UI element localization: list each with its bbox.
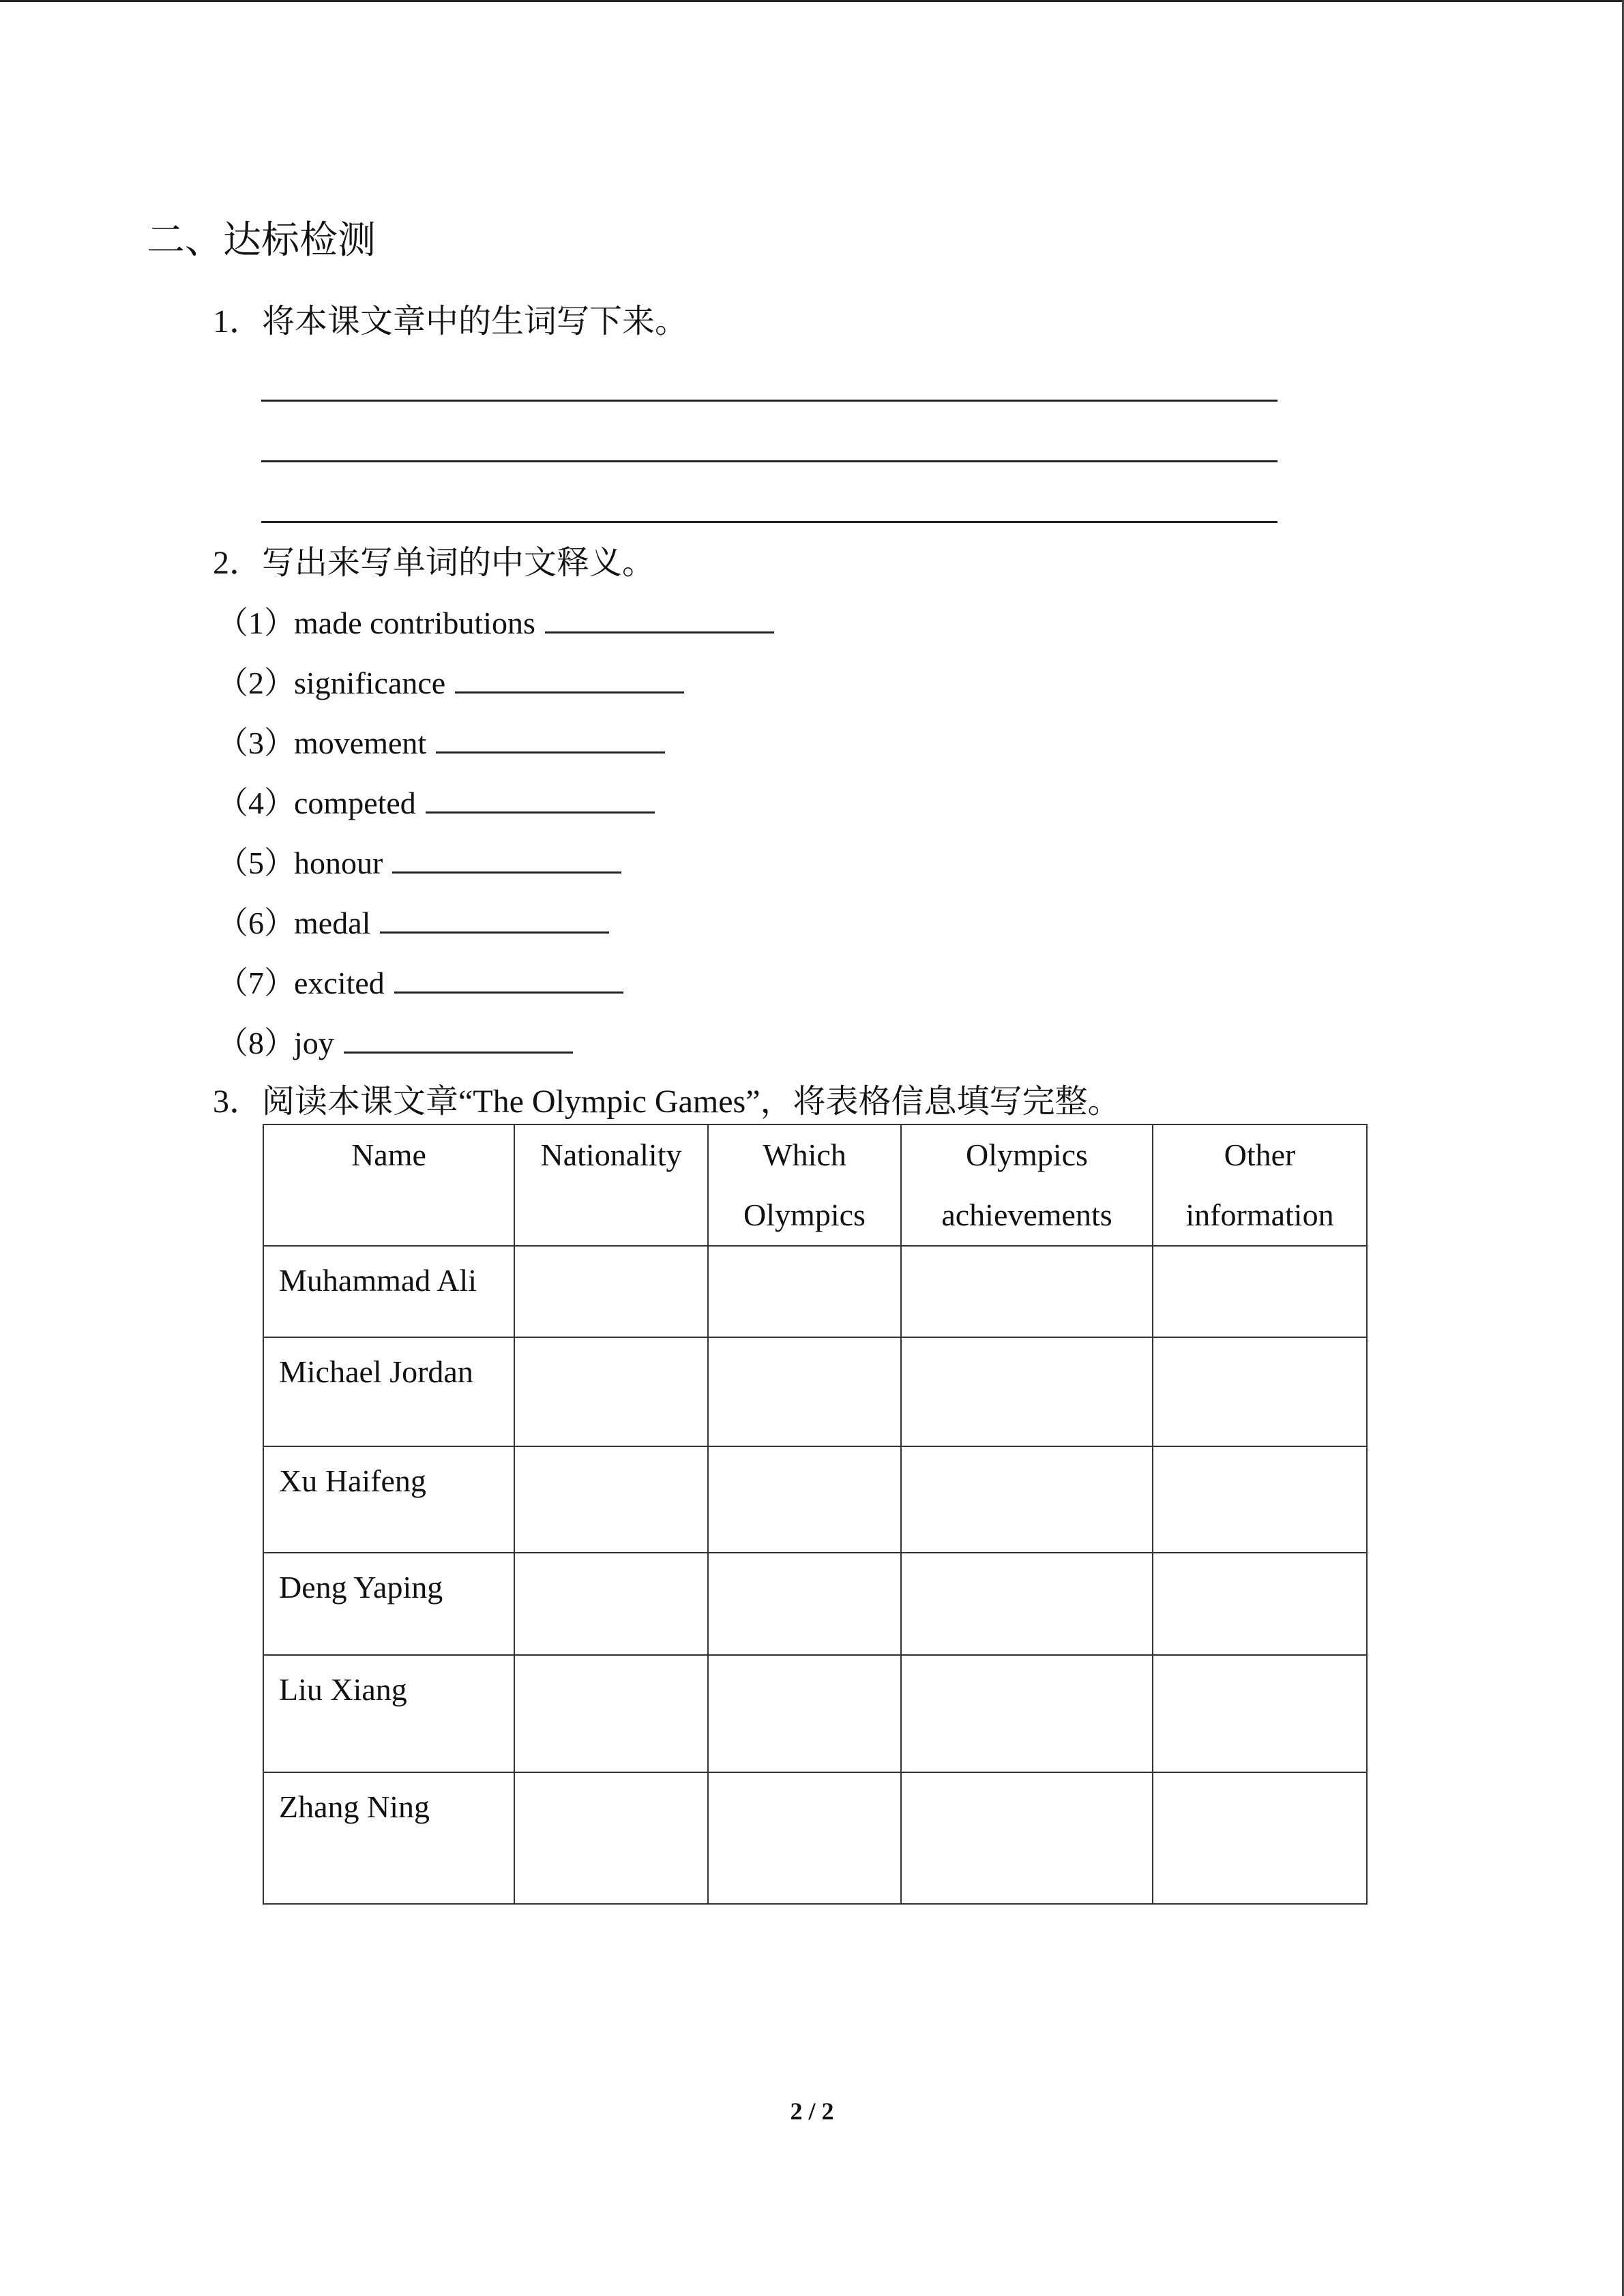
achievements-cell[interactable] (901, 1246, 1153, 1337)
vocab-blank[interactable] (426, 783, 655, 814)
other-info-cell[interactable] (1153, 1772, 1367, 1904)
section-title: 二、达标检测 (147, 220, 376, 262)
table-header-row (263, 1124, 1367, 1246)
nationality-cell[interactable] (514, 1337, 708, 1446)
achievements-cell[interactable] (901, 1655, 1153, 1772)
vocab-item (217, 603, 774, 644)
other-info-cell[interactable] (1153, 1553, 1367, 1655)
table-row (263, 1772, 1367, 1904)
nationality-cell[interactable] (514, 1553, 708, 1655)
question-3: 3．阅读本课文章“The Olympic Games”，将表格信息填写完整。 (213, 1084, 1121, 1120)
nationality-cell[interactable] (514, 1655, 708, 1772)
table-row (263, 1655, 1367, 1772)
vocab-word: medal (294, 906, 371, 940)
page-top-border (0, 0, 1624, 2)
vocab-number: （4） (217, 786, 295, 820)
athlete-name: Deng Yaping (263, 1553, 514, 1655)
athlete-name: Zhang Ning (263, 1772, 514, 1904)
vocab-word: made contributions (294, 606, 535, 640)
which-olympics-cell[interactable] (708, 1446, 901, 1553)
answer-line-2[interactable] (261, 460, 1278, 462)
other-info-cell[interactable] (1153, 1337, 1367, 1446)
achievements-cell[interactable] (901, 1337, 1153, 1446)
vocab-word: competed (294, 786, 416, 820)
other-info-cell[interactable] (1153, 1446, 1367, 1553)
vocab-word: excited (294, 966, 385, 1000)
answer-line-3[interactable] (261, 521, 1278, 523)
table-row (263, 1446, 1367, 1553)
achievements-cell[interactable] (901, 1446, 1153, 1553)
vocab-number: （6） (217, 906, 295, 940)
header-name: Name (263, 1124, 514, 1246)
answer-line-1[interactable] (261, 400, 1278, 402)
achievements-cell[interactable] (901, 1553, 1153, 1655)
vocab-item (217, 783, 655, 824)
vocab-word: movement (294, 726, 427, 760)
vocab-item (217, 663, 684, 704)
vocab-number: （3） (217, 726, 295, 760)
olympians-table (263, 1124, 1368, 1905)
achievements-cell[interactable] (901, 1772, 1153, 1904)
vocab-item (217, 843, 621, 884)
vocab-blank[interactable] (545, 603, 774, 633)
vocab-item (217, 1023, 573, 1064)
header-olympics-achievements: Olympics achievements (901, 1124, 1153, 1246)
table-row (263, 1553, 1367, 1655)
athlete-name: Michael Jordan (263, 1337, 514, 1446)
vocab-number: （5） (217, 846, 295, 880)
vocab-number: （7） (217, 966, 295, 1000)
other-info-cell[interactable] (1153, 1246, 1367, 1337)
nationality-cell[interactable] (514, 1446, 708, 1553)
vocab-word: significance (294, 666, 446, 700)
question-2: 2．写出来写单词的中文释义。 (213, 545, 655, 581)
vocab-number: （1） (217, 606, 295, 640)
athlete-name: Xu Haifeng (263, 1446, 514, 1553)
nationality-cell[interactable] (514, 1246, 708, 1337)
question-1: 1．将本课文章中的生词写下来。 (213, 303, 688, 340)
vocab-word: honour (294, 846, 383, 880)
vocab-blank[interactable] (380, 903, 609, 934)
vocab-item (217, 963, 623, 1004)
which-olympics-cell[interactable] (708, 1772, 901, 1904)
which-olympics-cell[interactable] (708, 1655, 901, 1772)
athlete-name: Muhammad Ali (263, 1246, 514, 1337)
which-olympics-cell[interactable] (708, 1337, 901, 1446)
vocab-blank[interactable] (392, 843, 621, 874)
table-row (263, 1246, 1367, 1337)
table-row (263, 1337, 1367, 1446)
vocab-word: joy (294, 1026, 334, 1060)
vocab-item (217, 903, 609, 944)
header-which-olympics: Which Olympics (708, 1124, 901, 1246)
which-olympics-cell[interactable] (708, 1246, 901, 1337)
vocab-blank[interactable] (436, 723, 665, 754)
vocab-item (217, 723, 665, 764)
nationality-cell[interactable] (514, 1772, 708, 1904)
vocab-number: （8） (217, 1026, 295, 1060)
vocab-blank[interactable] (344, 1023, 573, 1054)
which-olympics-cell[interactable] (708, 1553, 901, 1655)
header-nationality: Nationality (514, 1124, 708, 1246)
vocab-number: （2） (217, 666, 295, 700)
vocab-blank[interactable] (455, 663, 684, 694)
vocab-blank[interactable] (394, 963, 623, 994)
other-info-cell[interactable] (1153, 1655, 1367, 1772)
page-number: 2 / 2 (790, 2098, 834, 2125)
athlete-name: Liu Xiang (263, 1655, 514, 1772)
header-other-information: Other information (1153, 1124, 1367, 1246)
